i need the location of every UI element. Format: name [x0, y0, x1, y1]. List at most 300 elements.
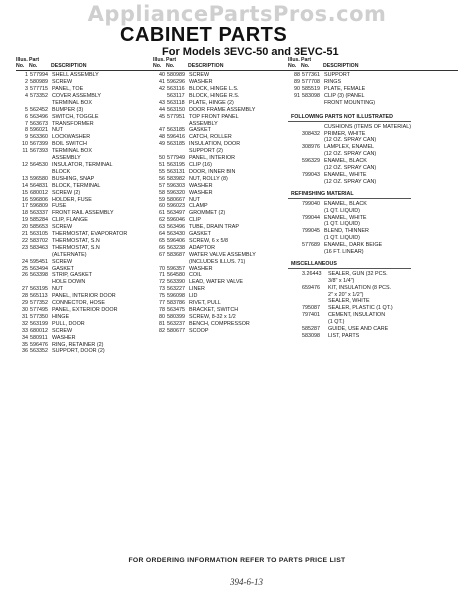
part-row [288, 326, 458, 333]
part-number: 577495 [30, 307, 48, 313]
header-description: DESCRIPTION [188, 62, 224, 69]
illus-number: 2 [25, 79, 28, 86]
part-row [16, 224, 156, 231]
part-description: (1 QT. LIQUID) [324, 221, 360, 228]
part-description: STRIP, GASKET [52, 272, 93, 279]
part-row [16, 272, 156, 279]
illus-number: 7 [25, 120, 28, 127]
part-row [288, 235, 458, 242]
illus-number: 63 [159, 224, 165, 231]
illus-number: 19 [22, 217, 28, 224]
part-number: 596476 [30, 341, 48, 348]
part-number: 563117 [167, 92, 185, 99]
illus-number: 58 [159, 189, 165, 196]
parts-column-3 [288, 58, 458, 340]
part-description: LIST, PARTS [328, 333, 360, 339]
illus-number: 43 [159, 99, 165, 106]
part-number: 564530 [30, 161, 48, 168]
part-description: (1 QT.) [328, 319, 345, 326]
header-illus: Illus. [288, 57, 300, 63]
part-row [288, 242, 458, 249]
part-description: WASHER [189, 79, 213, 86]
part-description: ADAPTOR [189, 244, 215, 251]
part-description: SUPPORT (2) [189, 148, 223, 155]
part-number [302, 151, 324, 158]
part-number: 797401 [302, 312, 320, 319]
part-row [153, 134, 293, 141]
part-row [288, 165, 458, 172]
part-row [16, 183, 156, 190]
illus-number: 40 [159, 72, 165, 79]
part-description: SEALER, GUN (32 PCS. [328, 270, 388, 277]
part-row [16, 93, 156, 100]
part-row [288, 201, 458, 208]
part-description: SUPPORT, DOOR (2) [52, 348, 105, 355]
illus-number: 78 [159, 307, 165, 313]
part-number [302, 235, 324, 242]
page-title: CABINET PARTS [120, 24, 288, 46]
illus-number: 67 [159, 251, 165, 258]
part-number: 596580 [30, 175, 48, 182]
column-header [153, 58, 293, 71]
illus-number: 91 [294, 92, 300, 99]
part-row [288, 249, 458, 256]
part-number: 680012 [30, 327, 48, 334]
part-description: GUIDE, USE AND CARE [328, 326, 389, 333]
part-row [288, 172, 458, 179]
part-number: 567393 [30, 148, 48, 155]
part-description: HINGE [52, 313, 70, 320]
illus-number: 60 [159, 203, 165, 210]
illus-number: 23 [22, 244, 28, 251]
illus-number: 20 [22, 224, 28, 231]
illus-number: 56 [159, 175, 165, 182]
part-row [16, 155, 156, 162]
part-row [16, 176, 156, 183]
part-description: BLOCK, HINGE R.S. [189, 92, 240, 99]
part-number: 563131 [167, 168, 185, 175]
part-row [153, 328, 293, 335]
illus-number: 9 [25, 134, 28, 141]
parts-column-1 [16, 58, 156, 355]
part-number: 596046 [167, 217, 185, 224]
illus-number: 59 [159, 196, 165, 203]
part-row [153, 252, 293, 259]
part-description: ENAMEL, DARK BEIGE [324, 242, 383, 249]
illus-number [288, 221, 302, 228]
part-number: 565113 [30, 293, 48, 300]
part-description: (12 OZ. SPRAY CAN) [324, 151, 377, 158]
illus-number [153, 93, 167, 100]
part-number: 580667 [167, 196, 185, 203]
part-number [30, 252, 52, 259]
part-row [153, 190, 293, 197]
illus-number [16, 100, 30, 107]
illus-number [288, 137, 302, 144]
part-number: 577352 [30, 300, 48, 307]
illus-number: 57 [159, 182, 165, 189]
page-subtitle: For Models 3EVC-50 and 3EVC-51 [162, 46, 339, 58]
part-number: 563496 [167, 224, 185, 231]
part-description: WASHER [189, 182, 213, 189]
part-description: BUSHING, SNAP [52, 175, 95, 182]
part-number [302, 278, 328, 285]
part-row [288, 137, 458, 144]
part-row [16, 328, 156, 335]
illus-number: 13 [22, 175, 28, 182]
part-row [16, 259, 156, 266]
part-description: SCREW [52, 327, 73, 334]
part-row [16, 86, 156, 93]
illus-number [288, 144, 302, 151]
illus-number: 73 [159, 286, 165, 293]
part-description: BLOCK, TERMINAL [52, 182, 101, 189]
illus-number: 4 [25, 92, 28, 99]
illus-number: 88 [294, 72, 300, 79]
part-description: PANEL, TOE [52, 86, 84, 92]
part-row [16, 314, 156, 321]
illus-number: 90 [294, 86, 300, 92]
illus-number [288, 100, 302, 107]
part-row [16, 266, 156, 273]
part-description: KIT, INSULATION (8 PCS. [328, 284, 392, 291]
illus-number: 17 [22, 203, 28, 210]
illus-number: 41 [159, 79, 165, 86]
header-no: No. [153, 62, 162, 69]
part-description: BENCH, COMPRESSOR [189, 320, 250, 327]
illus-number: 81 [159, 320, 165, 327]
part-description: TERMINAL BOX [52, 99, 92, 106]
part-description: GASKET [189, 127, 211, 134]
part-description: ENAMEL, BLACK [324, 200, 367, 207]
part-row [288, 228, 458, 235]
part-row [16, 141, 156, 148]
illus-number: 51 [159, 161, 165, 168]
column-header [16, 58, 156, 71]
part-number: 577689 [302, 242, 320, 249]
illus-number [288, 235, 302, 242]
part-row [16, 162, 156, 169]
part-description: PULL, DOOR [52, 320, 85, 327]
illus-number: 70 [159, 265, 165, 272]
part-description: SEALER, WHITE [328, 298, 370, 305]
part-number: 580989 [30, 79, 48, 86]
part-number: 567399 [30, 141, 48, 148]
part-row [288, 319, 458, 326]
illus-number: 14 [22, 182, 28, 189]
not-illustrated-list [288, 131, 458, 186]
part-row [288, 278, 458, 285]
part-row [153, 245, 293, 252]
part-number: 595451 [30, 258, 48, 265]
part-description: CLIP, FLANGE [52, 217, 88, 224]
part-row [153, 266, 293, 273]
illus-number [288, 278, 302, 285]
illus-number: 82 [159, 327, 165, 334]
illus-number [16, 169, 30, 176]
part-description: RINGS [324, 79, 342, 86]
part-number: 596320 [167, 189, 185, 196]
part-row [16, 114, 156, 121]
header-description: DESCRIPTION [323, 62, 359, 69]
illus-number: 65 [159, 237, 165, 244]
illus-number: 64 [159, 231, 165, 238]
part-description: PANEL, EXTERIOR DOOR [52, 307, 118, 313]
part-number: 585653 [30, 224, 48, 231]
part-number: 577951 [167, 113, 185, 120]
part-number [302, 137, 324, 144]
part-row [153, 197, 293, 204]
illus-number: 30 [22, 307, 28, 313]
part-number [30, 100, 52, 107]
part-description: BUMPER (3) [52, 106, 84, 113]
part-row [16, 217, 156, 224]
part-row [153, 238, 293, 245]
illus-number: 80 [159, 313, 165, 320]
header-part-no: No. [301, 62, 310, 69]
part-description: SHELL ASSEMBLY [52, 72, 99, 79]
part-number: 563185 [167, 127, 185, 134]
header-part: Part [166, 57, 177, 63]
part-row [16, 293, 156, 300]
part-description: FRONT MOUNTING) [324, 99, 376, 106]
header-no: No. [16, 62, 25, 69]
part-description: SEALER, PLASTIC (1 QT.) [328, 305, 393, 312]
part-row [153, 293, 293, 300]
part-number: 583982 [167, 175, 185, 182]
part-description: BRACKET, SWITCH [189, 307, 239, 313]
part-description: (INCLUDES ILLUS. 71) [189, 258, 246, 265]
illus-number [288, 208, 302, 215]
part-number: 563430 [167, 231, 185, 238]
part-row [16, 100, 156, 107]
part-description: (1 QT. LIQUID) [324, 207, 360, 214]
part-row [288, 208, 458, 215]
part-row [153, 307, 293, 314]
illus-number: 75 [159, 293, 165, 300]
part-description: SWITCH, TOGGLE [52, 113, 99, 120]
part-number: 564580 [167, 272, 185, 279]
part-description: (12 OZ. SPRAY CAN) [324, 137, 377, 144]
illus-number [288, 292, 302, 299]
part-row [153, 279, 293, 286]
part-number: 596357 [167, 265, 185, 272]
part-description: 2" x 20" x 1/2") [328, 291, 364, 298]
illus-number: 72 [159, 279, 165, 286]
illus-number: 22 [22, 237, 28, 244]
part-description: TRANSFORMER [52, 120, 94, 127]
illus-number: 31 [22, 313, 28, 320]
part-row [153, 169, 293, 176]
part-number [302, 298, 328, 305]
part-number: 799040 [302, 200, 320, 207]
part-number: 583098 [302, 333, 320, 339]
part-number [302, 221, 324, 228]
part-description: (1 QT. LIQUID) [324, 235, 360, 242]
illus-number [288, 249, 302, 256]
illus-number [288, 312, 302, 319]
illus-number: 47 [159, 127, 165, 134]
illus-number: 6 [25, 113, 28, 120]
part-row [288, 86, 458, 93]
illus-number: 61 [159, 210, 165, 217]
part-row [16, 127, 156, 134]
part-description: NUT [52, 286, 64, 293]
part-row [153, 72, 293, 79]
part-number [302, 179, 324, 186]
part-row [288, 151, 458, 158]
illus-number [288, 151, 302, 158]
header-part: Part [29, 57, 40, 63]
part-description: SCREW (2) [52, 189, 81, 196]
part-number: 596023 [167, 203, 185, 210]
header-part: Part [301, 57, 312, 63]
part-description: ENAMEL, WHITE [324, 171, 367, 178]
part-number: 563475 [167, 307, 185, 313]
part-description: TOP FRONT PANEL [189, 113, 239, 120]
refinishing-list [288, 201, 458, 256]
part-description: INSULATION, DOOR [189, 141, 241, 148]
part-description: SUPPORT [324, 72, 350, 79]
part-description: (12 OZ. SPRAY CAN) [324, 165, 377, 172]
illus-number [288, 165, 302, 172]
part-number: 563673 [30, 120, 48, 127]
illus-number [16, 279, 30, 286]
part-number: 308976 [302, 144, 320, 151]
part-row [288, 312, 458, 319]
part-description: HOLE DOWN [52, 279, 86, 286]
part-row [288, 158, 458, 165]
part-number: 580911 [30, 334, 48, 341]
illus-number: 89 [294, 79, 300, 86]
part-number: 583098 [302, 92, 320, 99]
part-number: 308432 [302, 130, 320, 137]
part-description: BLOCK [52, 168, 71, 175]
part-row [288, 285, 458, 292]
part-number [30, 279, 52, 286]
part-row [16, 231, 156, 238]
part-row [16, 190, 156, 197]
part-row [153, 224, 293, 231]
part-description: SCOOP [189, 327, 209, 334]
illus-number [288, 326, 302, 333]
part-row [288, 144, 458, 151]
part-row [16, 148, 156, 155]
section-heading-misc: MISCELLANEOUS [288, 261, 411, 269]
illus-number [288, 179, 302, 186]
part-number: 596809 [30, 203, 48, 210]
part-number: 596806 [30, 196, 48, 203]
part-number: 563398 [30, 272, 48, 279]
illus-number: 18 [22, 210, 28, 217]
part-number: 583687 [167, 251, 185, 258]
illus-number: 49 [159, 141, 165, 148]
illus-number: 12 [22, 161, 28, 168]
part-description: ENAMEL, WHITE [324, 214, 367, 221]
part-number: 583463 [30, 244, 48, 251]
part-description: LID [189, 293, 198, 300]
part-number: 577994 [30, 72, 48, 79]
part-number: 799043 [302, 171, 320, 178]
part-number: 577361 [302, 72, 320, 79]
part-number: 563116 [167, 86, 185, 92]
illus-number: 48 [159, 134, 165, 141]
part-row [153, 217, 293, 224]
part-description: CLIP [189, 217, 201, 224]
part-row [153, 79, 293, 86]
illus-number: 71 [159, 272, 165, 279]
part-row [16, 238, 156, 245]
part-number: 577949 [167, 155, 185, 162]
part-number: 596303 [167, 182, 185, 189]
part-row [16, 300, 156, 307]
part-number: 563497 [167, 210, 185, 217]
part-row [16, 335, 156, 342]
part-description: FRONT RAIL ASSEMBLY [52, 210, 114, 217]
part-number: 799045 [302, 228, 320, 235]
illus-number [288, 158, 302, 165]
part-row [153, 93, 293, 100]
part-number: 563337 [30, 210, 48, 217]
part-number: 563150 [167, 106, 185, 113]
part-description: (16 FT. LINEAR) [324, 249, 364, 256]
part-number: 563238 [167, 244, 185, 251]
illus-number [288, 271, 302, 278]
part-row [153, 155, 293, 162]
illus-number: 36 [22, 348, 28, 355]
part-row [288, 271, 458, 278]
part-row [16, 245, 156, 252]
part-row [153, 107, 293, 114]
section-heading-refinishing: REFINISHING MATERIAL [288, 191, 411, 199]
part-number [30, 155, 52, 162]
section-heading-not-illustrated: FOLLOWING PARTS NOT ILLUSTRATED [288, 114, 411, 122]
part-description: CATCH, ROLLER [189, 134, 232, 141]
part-description: SCREW [52, 79, 73, 86]
illus-number: 16 [22, 196, 28, 203]
header-illus: Illus. [153, 57, 165, 63]
part-number: 577715 [30, 86, 48, 92]
part-row [153, 127, 293, 134]
illus-number: 66 [159, 244, 165, 251]
part-description: SCREW [52, 258, 73, 265]
part-number: 563352 [30, 348, 48, 355]
illus-number [16, 252, 30, 259]
part-row [153, 100, 293, 107]
part-description: RING, RETAINER (2) [52, 341, 104, 348]
part-description: SCREW, 6 x 5/8 [189, 237, 228, 244]
illus-number: 34 [22, 334, 28, 341]
illus-number [153, 121, 167, 128]
part-description: SCREW [189, 72, 210, 79]
misc-list [288, 271, 458, 340]
part-number: 585519 [302, 86, 320, 92]
watermark: AppliancePartsPros.com [87, 2, 387, 26]
part-description: SCREW, 8-32 x 1/2 [189, 313, 236, 320]
part-number [302, 249, 324, 256]
illus-number: 35 [22, 341, 28, 348]
illus-number [288, 319, 302, 326]
part-number: 563199 [30, 320, 48, 327]
part-number [30, 169, 52, 176]
part-description: NUT, ROLLY (8) [189, 175, 228, 182]
ordering-footer: FOR ORDERING INFORMATION REFER TO PARTS PRICE LIST [128, 557, 346, 564]
part-row [288, 333, 458, 340]
part-description: ASSEMBLY [189, 120, 218, 127]
part-row [16, 107, 156, 114]
part-number: 573352 [30, 92, 48, 99]
illus-number: 29 [22, 300, 28, 307]
